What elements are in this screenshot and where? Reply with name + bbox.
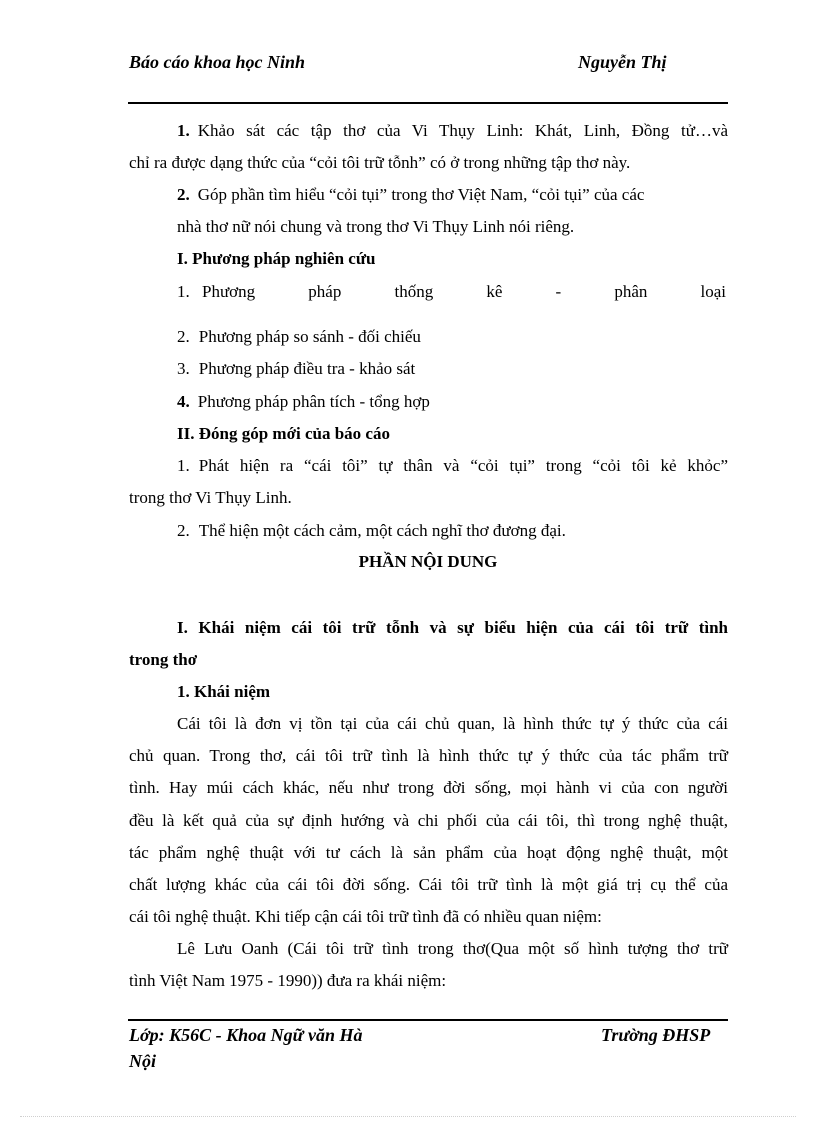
header-rule — [128, 102, 728, 104]
footer-right-text: Trường ĐHSP — [601, 1025, 711, 1045]
header-left-text: Báo cáo khoa học Ninh — [129, 52, 306, 72]
goal-2-line-1: 2. Góp phần tìm hiểu “cỏi tụi” trong thơ Việt Nam, “cỏi tụi” của các — [177, 185, 645, 204]
section-title: PHẦN NỘI DUNG — [358, 552, 498, 571]
footer-rule — [128, 1019, 728, 1021]
contribution-1-line-1: 1. Phát hiện ra “cái tôi” tự thân và “cỏi tụi” trong “cỏi tôi kẻ khỏc” — [177, 456, 728, 475]
page-bottom-border — [20, 1116, 796, 1117]
chapter-heading-line-2: trong thơ — [129, 650, 198, 669]
goal-1-line-1: 1. Khảo sát các tập thơ của Vi Thụy Linh: Khát, Linh, Đồng tử…và — [177, 121, 728, 140]
contribution-1-line-2: trong thơ Vi Thụy Linh. — [129, 488, 292, 507]
paragraph-1-line-1: Cái tôi là đơn vị tồn tại của cái chủ quan, là hình thức tự ý thức của cái — [177, 714, 728, 733]
paragraph-1-line-4: đều là kết quả của sự định hướng và chi phối của cái tôi, thì trong nghệ thuật, — [129, 811, 728, 830]
paragraph-1-line-3: tình. Hay múi cách khác, nếu như trong đời sống, mọi hành vi của con người — [129, 778, 728, 797]
chapter-heading-line-1: I. Khái niệm cái tôi trữ tỗnh và sự biểu hiện của cái tôi trữ tình — [177, 618, 728, 637]
paragraph-2-line-1: Lê Lưu Oanh (Cái tôi trữ tình trong thơ(Qua một số hình tượng thơ trữ — [177, 939, 728, 958]
method-1-text: Phương pháp thống kê - phân loại — [202, 282, 726, 301]
contributions-heading: II. Đóng góp mới của báo cáo — [177, 424, 390, 443]
goal-1-line-2: chỉ ra được dạng thức của “cỏi tôi trữ tỗnh” có ở trong những tập thơ này. — [129, 153, 631, 172]
paragraph-1-line-5: tác phẩm nghệ thuật với tư cách là sản phẩm của hoạt động nghệ thuật, một — [129, 843, 728, 862]
paragraph-2-line-2: tình Việt Nam 1975 - 1990)) đưa ra khái niệm: — [129, 971, 447, 990]
method-1-number: 1. — [177, 282, 190, 301]
contribution-2: 2. Thể hiện một cách cảm, một cách nghĩ thơ đương đại. — [177, 521, 566, 540]
paragraph-1-line-2: chủ quan. Trong thơ, cái tôi trữ tình là hình thức tự ý thức của tác phẩm trữ — [129, 746, 728, 765]
method-3: 3. Phương pháp điều tra - khảo sát — [177, 359, 416, 378]
paragraph-1-line-6: chất lượng khác của cái tôi đời sống. Cái tôi trữ tình là một giá trị cụ thể của — [129, 875, 728, 894]
method-4: 4. Phương pháp phân tích - tổng hợp — [177, 392, 430, 411]
header-right-text: Nguyễn Thị — [578, 52, 667, 72]
paragraph-1-line-7: cái tôi nghệ thuật. Khi tiếp cận cái tôi trữ tình đã có nhiều quan niệm: — [129, 907, 602, 926]
subsection-heading: 1. Khái niệm — [177, 682, 271, 701]
footer-left-text: Lớp: K56C - Khoa Ngữ văn Hà Nội — [129, 1025, 363, 1071]
goal-2-line-2: nhà thơ nữ nói chung và trong thơ Vi Thụy Linh nói riêng. — [177, 217, 575, 236]
methods-heading: I. Phương pháp nghiên cứu — [177, 249, 376, 268]
method-2: 2. Phương pháp so sánh - đối chiếu — [177, 327, 421, 346]
